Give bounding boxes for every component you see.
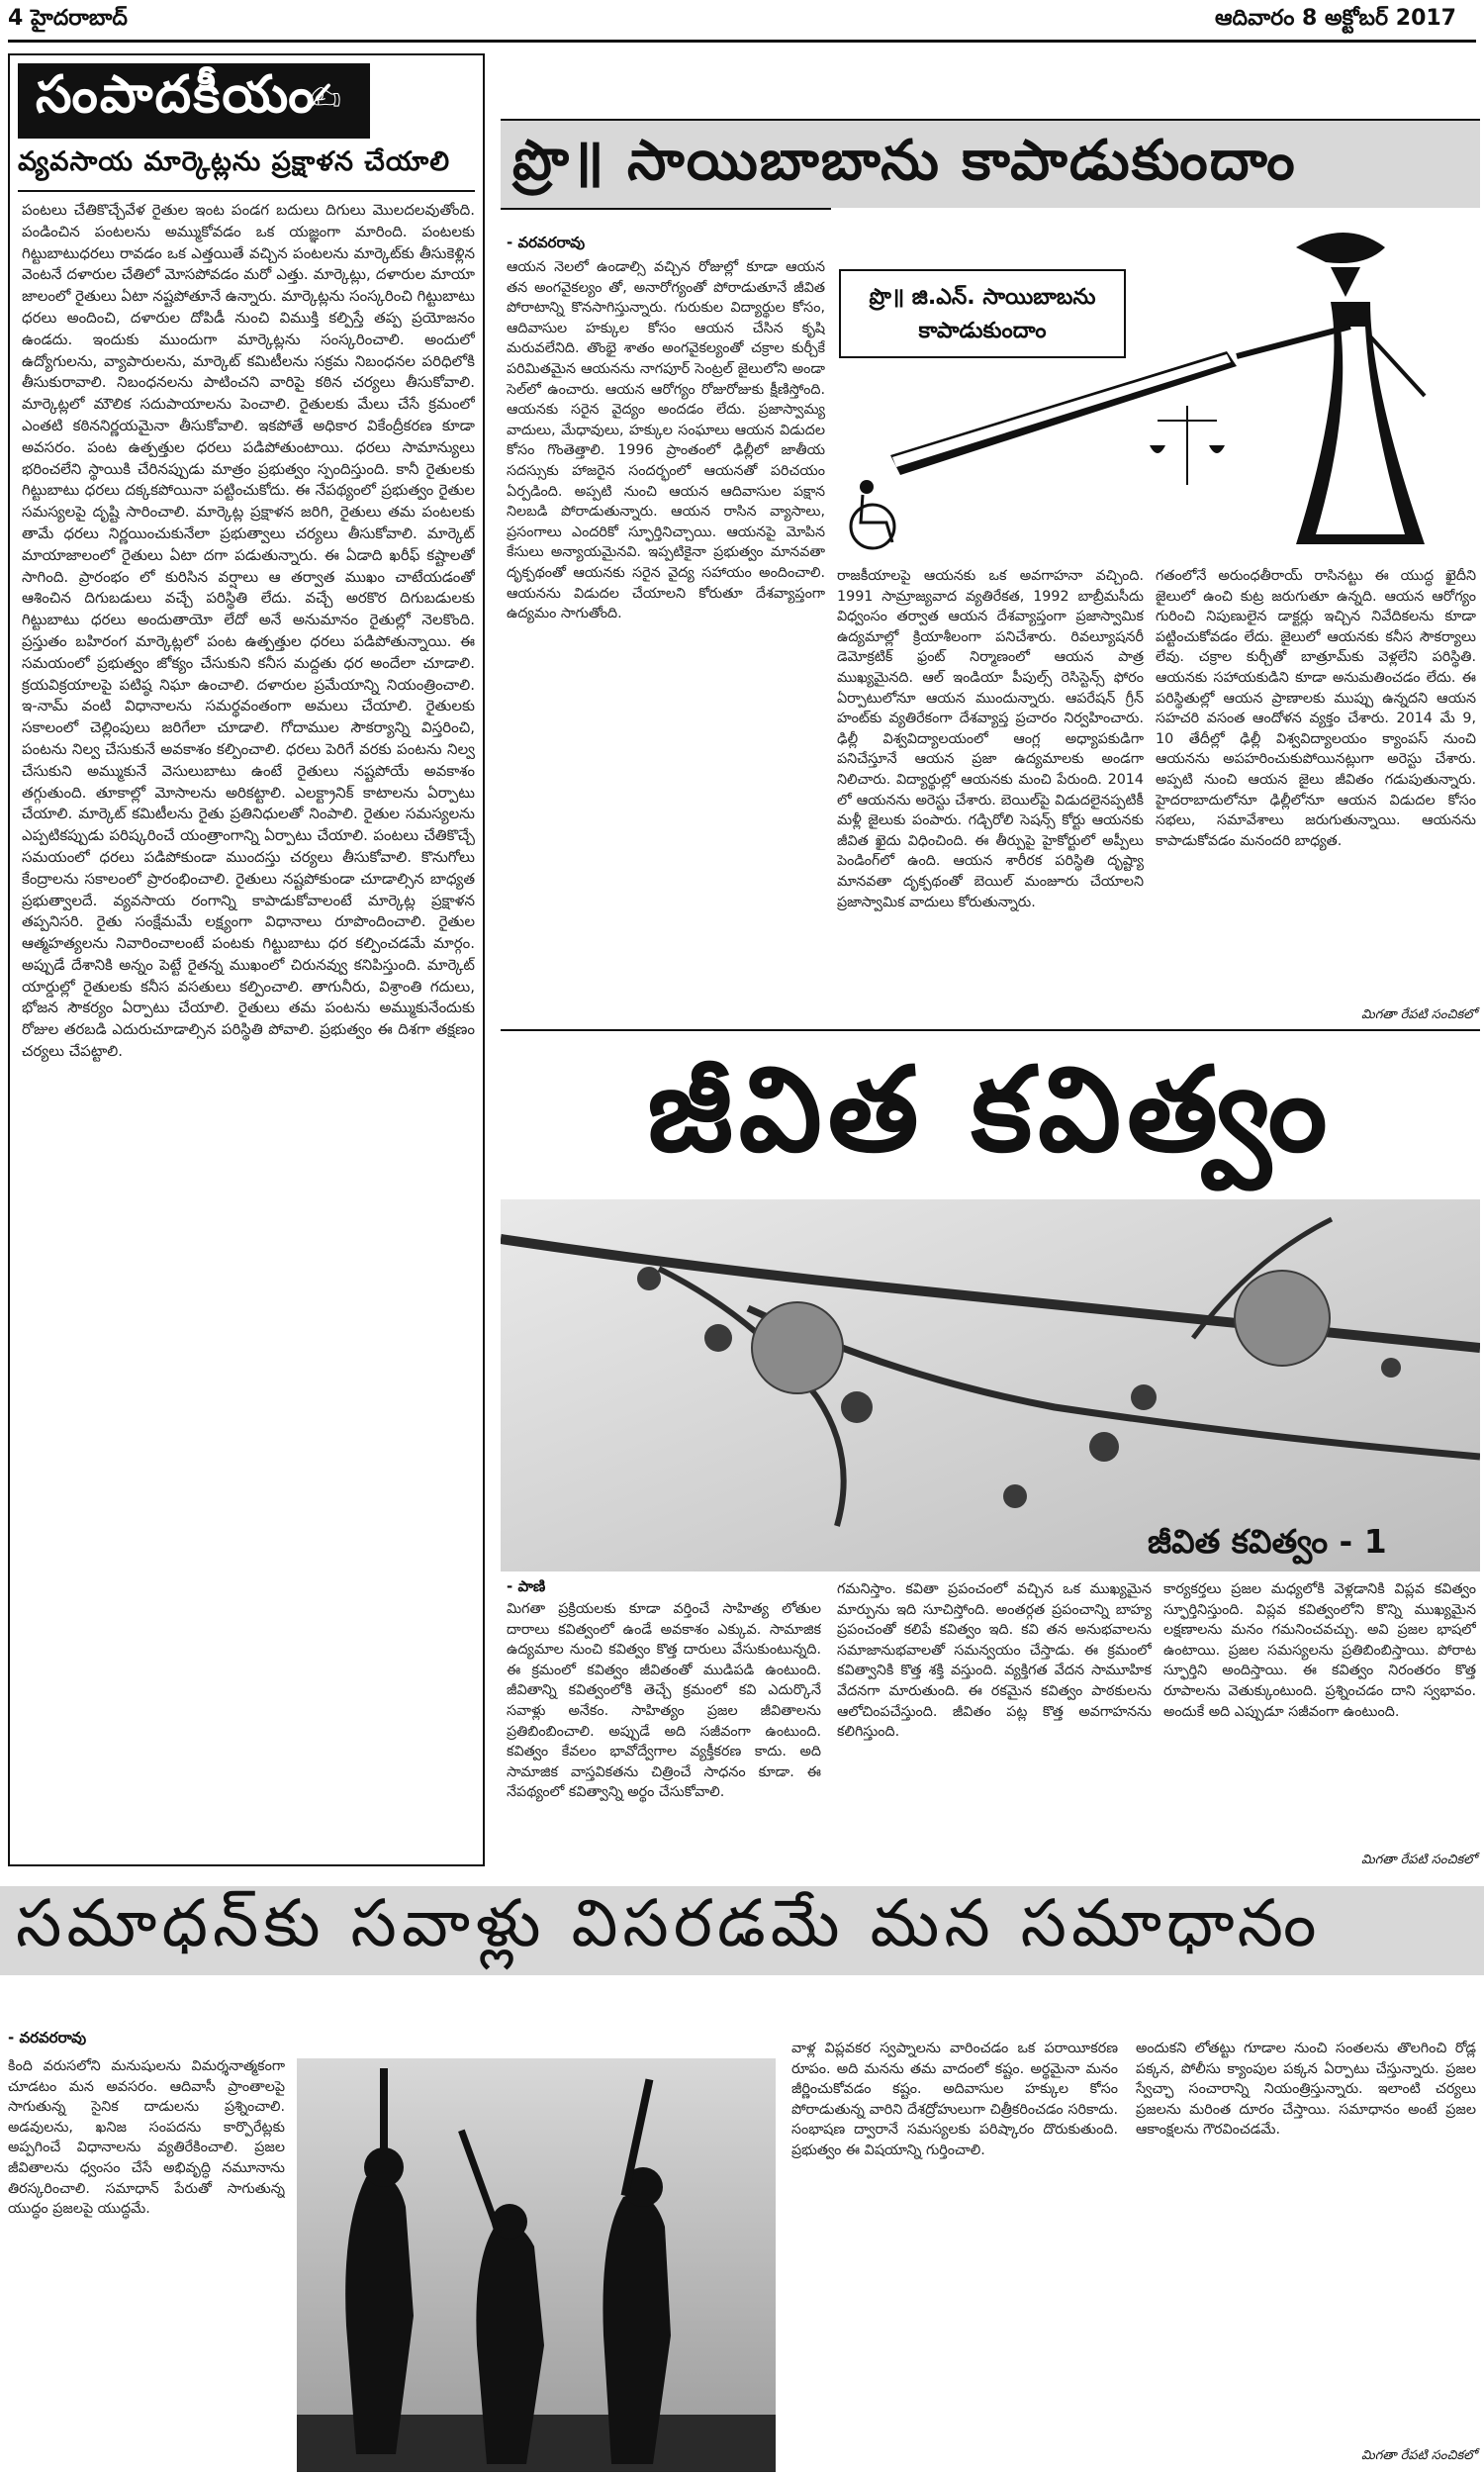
editorial-body: పంటలు చేతికొచ్చేవేళ రైతుల ఇంట పండగ బదులు దిగులు మొలదలవుతోంది. పండించిన పంటలను అమ్ముకోవడం ఒక యజ్ఞంగా మారింది. పంటలకు గిట్టుబాటుధరలు రావడం ఒక ఎత్తయితే వచ్చిన పంటలను మార్కెట్‌కు తీసుకెళ్లిన వెంటనే దళారుల చేతిలో మోసపోవడం మరో ఎత్తు. మార్కెట్లు, దళారుల మాయా జాలంలో రైతులు ఏటా నష్టపోతూనే ఉన్నారు. మార్కెట్లను సంస్కరించి గిట్టుబాటు ధరలు అందించి, దళారుల దోపిడీ నుంచి విముక్తి కల్పిస్తే తప్ప ప్రయోజనం ఉండదు. ఇందుకు ముందుగా మార్కెట్లను సంస్కరించాలి. అందులో ఉద్యోగులను, వ్యాపారులను, మార్కెట్ కమిటీలను సక్రమ నిబంధనల పరిధిలోకి తీసుకురావాలి. నిబంధనలను పాటించని వారిపై కఠిన చర్యలు తీసుకోవాలి. మార్కెట్లలో మౌలిక సదుపాయాలను పెంచాలి. రైతులకు మేలు చేసే క్రమంలో ఎంతటి కఠిననిర్ణయమైనా తీసుకోవాలి. ఇకపోతే అధికార వికేంద్రీకరణ కూడా అవసరం. పంట ఉత్పత్తుల ధరలు పడిపోతుంటాయి. ధరలు సామాన్యులు భరించలేని స్థాయికి చేరినప్పుడు మాత్రం ప్రభుత్వం స్పందిస్తుంది. కానీ రైతులకు గిట్టుబాటు ధరలు దక్కకపోయినా పట్టించుకోదు. ఈ నేపథ్యంలో ప్రభుత్వం రైతుల సమస్యలపై దృష్టి సారించాలి. మార్కెట్ల ప్రక్షాళన జరిగి, రైతులు తమ పంటలకు తామే ధరలు నిర్ణయించుకునేలా ప్రభుత్వాలు చర్యలు తీసుకోవాలి. మార్కెట్ మాయాజాలంలో రైతులు ఏటా దగా పడుతున్నారు. ఈ ఏడాది ఖరీఫ్ కష్టాలతో సాగింది. ప్రారంభం లో కురిసిన వర్షాలు ఆ తర్వాత ముఖం చాటేయడంతో ఆశించిన దిగుబడులు వచ్చే పరిస్థితి లేదు. వచ్చే అరకొర దిగుబడులకు గిట్టుబాటు ధరలు అందుతాయో లేదో అనే అనుమానం రైతుల్లో నెలకొంది. ప్రస్తుతం బహిరంగ మార్కెట్లలో పంట ఉత్పత్తుల ధరలు పడిపోతున్నాయి. ఈ సమయంలో ప్రభుత్వం జోక్యం చేసుకుని కనీస మద్దతు ధర అందేలా చూడాలి. క్రయవిక్రయాలపై పటిష్ఠ నిఘా ఉంచాలి. దళారుల ప్రమేయాన్ని నియంత్రించాలి. ఇ-నామ్ వంటి విధానాలను సమర్థవంతంగా అమలు చేయాలి. రైతులకు సకాలంలో చెల్లింపులు జరిగేలా చూడాలి. గోదాముల సౌకర్యాన్ని విస్తరించి, పంటను నిల్వ చేసుకునే అవకాశం కల్పించాలి. ధరలు పెరిగే వరకు పంటను నిల్వ చేసుకుని అమ్ముకునే వెసులుబాటు ఉంటే రైతులు నష్టపోయే అవకాశం తగ్గుతుంది. తూకాల్లో మోసాలను అరికట్టాలి. ఎలక్ట్రానిక్ కాటాలను ఏర్పాటు చేయాలి. మార్కెట్ కమిటీలను రైతు ప్రతినిధులతో నింపాలి. రైతుల సమస్యలను ఎప్పటికప్పుడు పరిష్కరించే యంత్రాంగాన్ని ఏర్పాటు చేయాలి. పంటలు చేతికొచ్చే సమయంలో ధరలు పడిపోకుండా ముందస్తు చర్యలు తీసుకోవాలి. కొనుగోలు కేంద్రాలను సకాలంలో ప్రారంభించాలి. రైతులు నష్టపోకుండా చూడాల్సిన బాధ్యత ప్రభుత్వాలదే. వ్యవసాయ రంగాన్ని కాపాడుకోవాలంటే మార్కెట్ల ప్రక్షాళన తప్పనిసరి. రైతు సంక్షేమమే లక్ష్యంగా విధానాలు రూపొందించాలి. రైతుల ఆత్మహత్యలను నివారించాలంటే పంటకు గిట్టుబాటు ధర కల్పించడమే మార్గం. అప్పుడే దేశానికి అన్నం పెట్టే రైతన్న ముఖంలో చిరునవ్వు కనిపిస్తుంది. మార్కెట్ యార్డుల్లో రైతులకు కనీస వసతులు కల్పించాలి. తాగునీరు, విశ్రాంతి గదులు, భోజన సౌకర్యం ఏర్పాటు చేయాలి. రైతులు తమ పంటను అమ్ముకునేందుకు రోజుల తరబడి ఎదురుచూడాల్సిన పరిస్థితి పోవాలి. ప్రభుత్వం ఈ దిశగా తక్షణం చర్యలు చేపట్టాలి. (22, 201, 475, 1061)
saibaba-continued: మిగతా రేపటి సంచికలో (1361, 1007, 1477, 1022)
saibaba-column-3: గతంలోనే అరుంధతీరాయ్ రాసినట్టు ఈ యుద్ధ ఖైదీని జైలులో ఉంచి కుట్ర జరుగుతూ ఉన్నది. ఆయన ఆరోగ్యం గురించి నిపుణులైన డాక్టర్లు ఇచ్చిన నివేదికలను కూడా పట్టించుకోవడం లేదు. జైలులో ఆయనకు కనీస సౌకర్యాలు లేవు. చక్రాల కుర్చీతో బాత్రూమ్‌కు వెళ్లలేని పరిస్థితి. ఆయనకు సహాయకుడిని కూడా అనుమతించడం లేదు. ఈ పరిస్థితుల్లో ఆయన ప్రాణాలకు ముప్పు ఉన్నదని ఆయన సహచరి వసంత ఆందోళన వ్యక్తం చేశారు. 2014 మే 9, 10 తేదీల్లో ఢిల్లీ విశ్వవిద్యాలయం క్యాంపస్ నుంచి ఆయనను అపహరించుకుపోయినట్లుగా అరెస్టు చేశారు. అప్పటి నుంచి ఆయన జైలు జీవితం గడుపుతున్నారు. హైదరాబాదులోనూ ఢిల్లీలోనూ ఆయన విడుదల కోసం సభలు, సమావేశాలు జరుగుతున్నాయి. ఆయనను కాపాడుకోవడం మనందరి బాధ్యత. (1156, 568, 1476, 849)
jeevitha-column-2: గమనిస్తాం. కవితా ప్రపంచంలో వచ్చిన ఒక ముఖ్యమైన మార్పును ఇది సూచిస్తోంది. అంతర్గత ప్రపంచాన్ని బాహ్య ప్రపంచంతో కలిపే కవిత్వం ఇది. కవి తన అనుభవాలను సమాజానుభవాలతో సమన్వయం చేస్తాడు. ఈ క్రమంలో కవిత్వానికి కొత్త శక్తి వస్తుంది. వ్యక్తిగత వేదన సామూహిక వేదనగా మారుతుంది. ఈ రకమైన కవిత్వం పాఠకులను ఆలోచింపచేస్తుంది. జీవితం పట్ల కొత్త అవగాహనను కలిగిస్తుంది. (837, 1581, 1152, 1741)
jeevitha-column-1: మిగతా ప్రక్రియలకు కూడా వర్తించే సాహిత్య లోతుల దారాలు కవిత్వంలో ఉండే అవకాశం ఎక్కువ. సామాజిక ఉద్యమాల నుంచి కవిత్వం కొత్త దారులు వేసుకుంటున్నది. ఈ క్రమంలో కవిత్వం జీవితంతో ముడిపడి ఉంటుంది. జీవితాన్ని కవిత్వంలోకి తెచ్చే క్రమంలో కవి ఎదుర్కొనే సవాళ్లు అనేకం. సాహిత్యం ప్రజల జీవితాలను ప్రతిబింబించాలి. అప్పుడే అది సజీవంగా ఉంటుంది. కవిత్వం కేవలం భావోద్వేగాల వ్యక్తీకరణ కాదు. అది సామాజిక వాస్తవికతను చిత్రించే సాధనం కూడా. ఈ నేపథ్యంలో కవిత్వాన్ని అర్థం చేసుకోవాలి. (507, 1601, 821, 1801)
samadhan-column-1: కింది వరుసలోని మనుషులను విమర్శనాత్మకంగా చూడటం మన అవసరం. ఆదివాసీ ప్రాంతాలపై సాగుతున్న సైనిక దాడులను ప్రశ్నించాలి. అడవులను, ఖనిజ సంపదను కార్పొరేట్లకు అప్పగించే విధానాలను వ్యతిరేకించాలి. ప్రజల జీవితాలను ధ్వంసం చేసే అభివృద్ధి నమూనాను తిరస్కరించాలి. సమాధాన్ పేరుతో సాగుతున్న యుద్ధం ప్రజలపై యుద్ధమే. (8, 2058, 285, 2218)
samadhan-column-2: వాళ్ల విప్లవకర స్వప్నాలను వారించడం ఒక పరాయీకరణ రూపం. అది మనను తమ వాదంలో కష్టం. అర్థమైనా మనం జీర్ణించుకోవడం కష్టం. అదివాసుల హక్కుల కోసం పోరాడుతున్న వారిని దేశద్రోహులుగా చిత్రీకరించడం సరికాదు. సంభాషణ ద్వారానే సమస్యలకు పరిష్కారం దొరుకుతుంది. ప్రభుత్వం ఈ విషయాన్ని గుర్తించాలి. (791, 2041, 1118, 2158)
blossom-photo (501, 1199, 1480, 1571)
jeevitha-continued: మిగతా రేపటి సంచికలో (1361, 1853, 1477, 1867)
masthead-rule (8, 40, 1476, 43)
saibaba-callout-text: ప్రొ॥ జి.ఎన్. సాయిబాబను కాపాడుకుందాం (869, 285, 1096, 343)
samadhan-title: సమాధన్‌కు సవాళ్లు విసరడమే మన సమాధానం (16, 1884, 1322, 1961)
pen-icon: ✍ (307, 73, 342, 122)
editorial-column (8, 53, 485, 1866)
issue-date: ఆదివారం 8 అక్టోబర్ 2017 (1215, 6, 1456, 31)
editorial-badge-label: సంపాదకీయం (36, 64, 317, 125)
jeevitha-caption: జీవిత కవిత్వం - 1 (1148, 1522, 1387, 1561)
samadhan-continued: మిగతా రేపటి సంచికలో (1361, 2448, 1477, 2463)
armed-figures-photo (297, 2058, 776, 2472)
samadhan-byline: - వరవరరావు (8, 2029, 87, 2047)
samadhan-banner (0, 1886, 1484, 1975)
saibaba-callout-box (839, 269, 1126, 358)
saibaba-byline: - వరవరరావు (507, 234, 586, 251)
saibaba-title: ప్రొ॥ సాయిబాబాను కాపాడుకుందాం (512, 129, 1297, 193)
page-label: 4 హైదరాబాద్ (8, 6, 128, 31)
section-rule (501, 1029, 1480, 1031)
editorial-headline: వ్యవసాయ మార్కెట్లను ప్రక్షాళన చేయాలి (18, 146, 450, 177)
saibaba-banner (501, 119, 1480, 210)
editorial-rule (18, 190, 475, 192)
samadhan-column-3: అందుకని లోతట్టు గూడాల నుంచి సంతలను తొలగించి రోడ్ల పక్కన, పోలీసు క్యాంపుల పక్కన ఏర్పాటు చేస్తున్నారు. ప్రజల స్వేచ్ఛా సంచారాన్ని నియంత్రిస్తున్నారు. ఇలాంటి చర్యలు ప్రజలను మరింత దూరం చేస్తాయి. సమాధానం అంటే ప్రజల ఆకాంక్షలను గౌరవించడమే. (1136, 2041, 1476, 2139)
saibaba-column-1: ఆయన నెలలో ఉండాల్సి వచ్చిన రోజుల్లో కూడా ఆయన తన అంగవైకల్యం తో, అనారోగ్యంతో పోరాడుతూనే జీవిత పోరాటాన్ని కొనసాగిస్తున్నారు. గురుకుల విద్యార్థుల కోసం, ఆదివాసుల హక్కుల కోసం ఆయన చేసిన కృషి మరువలేనిది. తొంభై శాతం అంగవైకల్యంతో చక్రాల కుర్చీకే పరిమితమైన ఆయనను నాగపూర్ సెంట్రల్ జైలులోని అండా సెల్‌లో ఉంచారు. ఆయన ఆరోగ్యం రోజురోజుకు క్షీణిస్తోంది. ఆయనకు సరైన వైద్యం అందడం లేదు. ప్రజాస్వామ్య వాదులు, మేధావులు, హక్కుల సంఘాలు ఆయన విడుదల కోసం గొంతెత్తాలి. 1996 ప్రాంతంలో ఢిల్లీలో జాతీయ సదస్సుకు హాజరైన సందర్భంలో ఆయనతో పరిచయం ఏర్పడింది. అప్పటి నుంచి ఆయన ఆదివాసుల పక్షాన నిలబడి పోరాడుతున్నారు. ఆయన రాసిన వ్యాసాలు, ప్రసంగాలు ఎందరికో స్ఫూర్తినిచ్చాయి. ఆయనపై మోపిన కేసులు అన్యాయమైనవి. ఇప్పటికైనా ప్రభుత్వం మానవతా దృక్పథంతో ఆయనకు సరైన వైద్య సహాయం అందించాలి. ఆయనను విడుదల చేయాలని కోరుతూ దేశవ్యాప్తంగా ఉద్యమం సాగుతోంది. (507, 259, 825, 622)
saibaba-illustration (831, 208, 1480, 554)
jeevitha-column-3: కార్యకర్తలు ప్రజల మధ్యలోకి వెళ్లడానికి విప్లవ కవిత్వం స్ఫూర్తినిస్తుంది. విప్లవ కవిత్వంలోని కొన్ని ముఖ్యమైన లక్షణాలను మనం గమనించవచ్చు. అవి ప్రజల భాషలో ఉంటాయి. ప్రజల సమస్యలను ప్రతిబింబిస్తాయి. పోరాట స్ఫూర్తిని అందిస్తాయి. ఈ కవిత్వం నిరంతరం కొత్త రూపాలను వెతుక్కుంటుంది. ప్రశ్నించడం దాని స్వభావం. అందుకే అది ఎప్పుడూ సజీవంగా ఉంటుంది. (1163, 1581, 1476, 1720)
jeevitha-title: జీవిత కవిత్వం (647, 1040, 1334, 1178)
saibaba-column-2: రాజకీయాలపై ఆయనకు ఒక అవగాహనా వచ్చింది. 1991 సామ్రాజ్యవాద వ్యతిరేకత, 1992 బాబ్రీమసీదు విధ్వంసం తర్వాత ఆయన దేశవ్యాప్తంగా ప్రజాస్వామిక ఉద్యమాల్లో క్రియాశీలంగా పనిచేశారు. రివల్యూషనరీ డెమోక్రటిక్ ఫ్రంట్ నిర్మాణంలో ఆయన పాత్ర ముఖ్యమైనది. ఆల్ ఇండియా పీపుల్స్ రెసిస్టెన్స్ ఫోరం ఏర్పాటులోనూ ఆయన ముందున్నారు. ఆపరేషన్ గ్రీన్ హంట్‌కు వ్యతిరేకంగా దేశవ్యాప్త ప్రచారం నిర్వహించారు. ఢిల్లీ విశ్వవిద్యాలయంలో ఆంగ్ల అధ్యాపకుడిగా పనిచేస్తూనే ఆయన ప్రజా ఉద్యమాలకు అండగా నిలిచారు. విద్యార్థుల్లో ఆయనకు మంచి పేరుంది. 2014 లో ఆయనను అరెస్టు చేశారు. బెయిల్‌పై విడుదలైనప్పటికీ మళ్లీ జైలుకు పంపారు. గడ్చిరోలి సెషన్స్ కోర్టు ఆయనకు జీవిత ఖైదు విధించింది. ఈ తీర్పుపై హైకోర్టులో అప్పీలు పెండింగ్‌లో ఉంది. ఆయన శారీరక పరిస్థితి దృష్ట్యా మానవతా దృక్పథంతో బెయిల్ మంజూరు చేయాలని ప్రజాస్వామిక వాదులు కోరుతున్నారు. (837, 568, 1144, 910)
jeevitha-byline: - పాణి (507, 1577, 546, 1595)
